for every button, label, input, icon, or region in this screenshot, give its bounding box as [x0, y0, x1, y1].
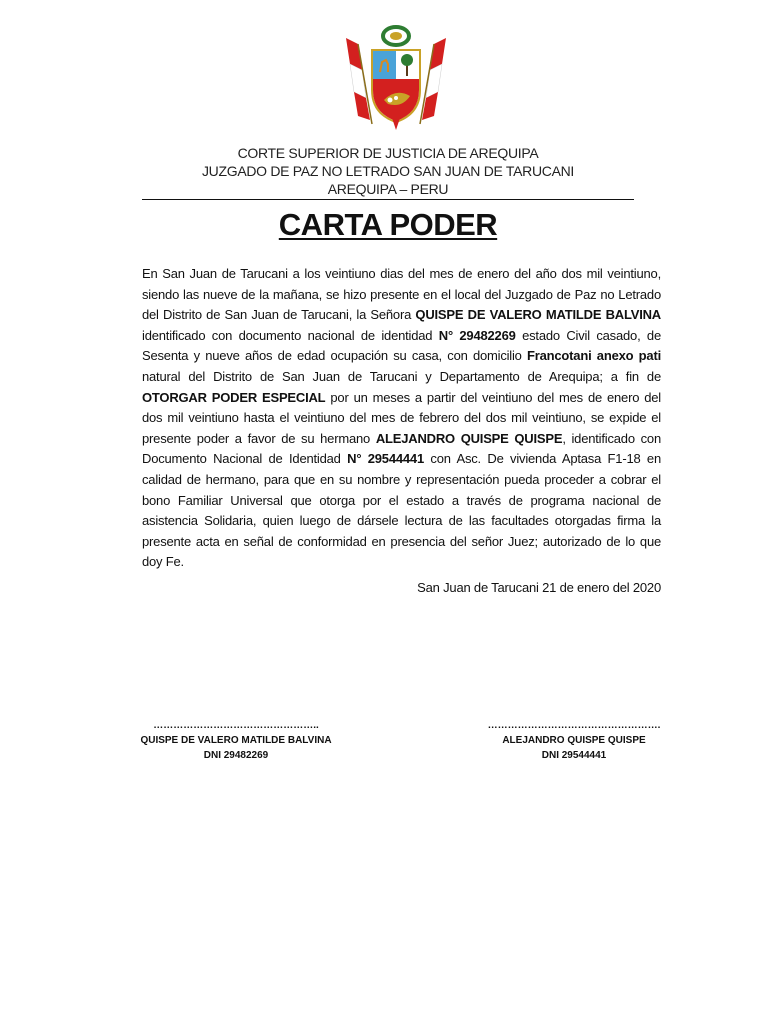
signature-line: ………………………………………….. — [153, 720, 319, 731]
body-segment: por un meses a partir del veintiuno del mes de enero del dos mil veintiuno hasta el veintiuno del mes de febrero del dos mil veintiuno, se expide el presente poder a favor de su hermano — [142, 389, 661, 446]
court-header — [142, 144, 634, 198]
document-body — [142, 264, 661, 573]
signature-block-grantee — [468, 718, 680, 763]
body-segment: estado Civil casado, de Sesenta y nueve años de edad ocupación su casa, con domicilio — [142, 327, 661, 364]
body-emphasis: ALEJANDRO QUISPE QUISPE — [375, 430, 563, 446]
header-line-court: CORTE SUPERIOR DE JUSTICIA DE AREQUIPA — [237, 145, 539, 161]
coat-of-arms-icon — [336, 14, 456, 132]
body-emphasis: N° 29544441 — [347, 451, 424, 467]
signer-name: ALEJANDRO QUISPE QUISPE — [502, 735, 646, 746]
body-segment: , identificado con Documento Nacional de Identidad — [142, 430, 661, 467]
body-segment: natural del Distrito de San Juan de Tarucani y Departamento de Arequipa; a fin de — [142, 368, 661, 384]
document-title — [142, 207, 634, 243]
header-line-location: AREQUIPA – PERU — [327, 181, 449, 197]
body-emphasis: Francotani anexo pati — [527, 348, 661, 364]
signer-dni: DNI 29482269 — [203, 750, 269, 761]
document-title-text: CARTA PODER — [278, 207, 498, 242]
body-emphasis: QUISPE DE VALERO MATILDE BALVINA — [415, 307, 661, 323]
signer-dni: DNI 29544441 — [541, 750, 607, 761]
body-segment: En San Juan de Tarucani a los veintiuno dias del mes de enero del año dos mil veintiuno, siendo las nueve de la mañana, se hizo presente en el local del Juzgado de Paz no Letrado del Distrito de San Juan de Tarucani, la Señora — [142, 266, 661, 323]
signature-block-grantor — [130, 718, 342, 763]
body-segment: identificado con documento nacional de identidad — [142, 327, 439, 343]
header-line-juzgado: JUZGADO DE PAZ NO LETRADO SAN JUAN DE TARUCANI — [201, 163, 575, 179]
signer-name: QUISPE DE VALERO MATILDE BALVINA — [140, 735, 332, 746]
body-emphasis: N° 29482269 — [438, 327, 516, 343]
signature-line: ……………………………………………. — [487, 720, 661, 731]
date-line: San Juan de Tarucani 21 de enero del 2020 — [417, 580, 661, 595]
header-divider — [142, 199, 634, 200]
body-emphasis: OTORGAR PODER ESPECIAL — [142, 389, 326, 405]
body-segment: con Asc. De vivienda Aptasa F1-18 en calidad de hermano, para que en su nombre y representación pueda proceder a cobrar el bono Familiar Universal que otorga por el estado a través de programa nacional de asistencia Solidaria, quien luego de dársele lectura de las facultades otorgadas firma la presente acta en señal de conformidad en presencia del señor Juez; autorizado de lo que doy Fe. — [142, 451, 661, 570]
